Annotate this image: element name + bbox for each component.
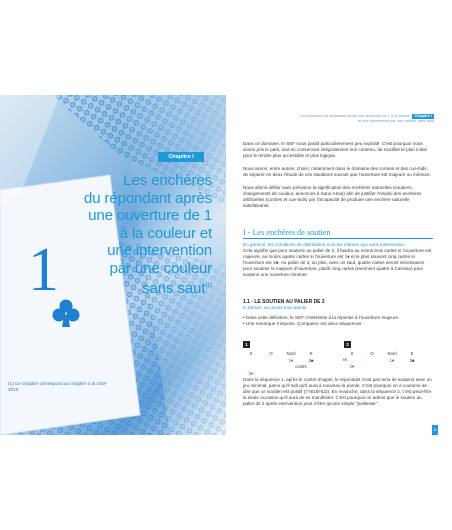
- left-page: [0, 95, 226, 435]
- title-line: [12, 278, 212, 298]
- right-page: [226, 95, 452, 435]
- title-line: Les enchères: [123, 172, 212, 189]
- subsection: [243, 299, 433, 327]
- bid: 2♥: [349, 364, 355, 369]
- bid: 1♥: [288, 357, 294, 363]
- body-text: [243, 242, 433, 279]
- conclusion-para: Dans la séquence 1, après le contre d'appel, le répondant n'est pas tenu de soutenir avec un jeu minimal, parce qu'il sait qu'il aura à nouveau la parole. C'est pourquoi on a coutume de dire que ce soutien est positif (7-8/10HLD). En revanche, dans la séquence 2, c'est peut-être la seule occasion qu'il aura de se manifester. C'est pourquoi on admet que le soutien au palier de 2 après intervention peut n'être qu'une simple "politesse".: [243, 377, 432, 407]
- et-label: et: [343, 357, 347, 362]
- bid: 2♥: [248, 370, 254, 376]
- chapter-tag: Chapitre I: [158, 152, 204, 162]
- bid: 1♥: [389, 357, 395, 363]
- sequence-number: 1: [243, 341, 250, 348]
- title-line: une intervention: [107, 242, 212, 260]
- bid-header: Nord: [387, 351, 397, 356]
- page-number: 11: [432, 425, 438, 435]
- section-rule: [243, 238, 433, 239]
- sequence-number: 2: [344, 341, 351, 348]
- footnote: (1) Ce chapitre correspond au chapitre 4 du SEF 2012: [8, 381, 108, 392]
- intro-para: Dans ce domaine, le SEF nous paraît particulièrement peu exploité. C'est pourquoi nous avons pris le parti, tout en conservant intégralement son contenu, de modifier le plan initial pour le rendre plus accessible et plus logique.: [243, 141, 427, 159]
- blue-note: En général, les conditions de distribution sont les mêmes que sans intervention.: [243, 242, 406, 247]
- bid-header: E: [410, 351, 414, 356]
- bid-contre: contre: [295, 364, 307, 369]
- bid-header: S: [249, 351, 253, 356]
- bid-row: [344, 364, 434, 371]
- book-spread: [0, 95, 452, 435]
- section-title: I - Les enchères de soutien: [243, 228, 331, 237]
- intro-para: Nous avons, entre autres, choisi, notamment dans le domaine des contres et des cue-bids, de séparer en deux l'étude de ces situations suivant que l'ouverture est majeure ou mineure.: [243, 166, 431, 178]
- bullet: • Dans cette définition, le SEF n'intéresse à la réponse à l'ouverture majeure.: [243, 315, 400, 321]
- title-line: à la couleur et: [119, 224, 212, 242]
- title-line: du répondant après: [83, 189, 212, 207]
- bid-header: O: [370, 351, 374, 356]
- subsection-note: 6-10HLD, au moins trois atouts.: [243, 305, 308, 311]
- title-last: sans saut: [142, 279, 206, 297]
- bid-header: Nord: [286, 351, 296, 356]
- bidding-sequence-2: [344, 341, 434, 371]
- bidding-sequence-1: [243, 341, 338, 377]
- bid-header: E: [309, 351, 313, 356]
- title-line: par une couleur: [109, 259, 212, 277]
- running-head-chapter: Chapitre I: [414, 114, 432, 118]
- chapter-title: [12, 172, 212, 297]
- intro-para: Nous allons définir avec précision la signification des enchères naturelles (soutiens, changements de couleur, annonces à Sans-Atout) afin de justifier l'emploi des enchères artificielles (contres et cue-bids) par l'incapacité de produire une enchère naturelle satisfaisante.: [243, 185, 422, 209]
- running-head-text: Les enchères du répondant après une ouverture de 1 à la couleur: [300, 114, 411, 118]
- running-head-text-2: et une intervention par une couleur sans saut: [358, 119, 434, 123]
- subsection-title: 1.1 - LE SOUTIEN AU PALIER DE 2: [243, 299, 325, 305]
- svg-text:1: 1: [28, 236, 59, 304]
- bid: 2♣: [409, 357, 415, 363]
- bid-header: S: [350, 351, 354, 356]
- bullet: • Une remarque s'impose. Comparez ces deux séquences :: [243, 321, 364, 327]
- bid-header: O: [269, 351, 273, 356]
- title-line: une ouverture de 1: [88, 207, 212, 225]
- title-footnote-mark: (1): [205, 282, 212, 289]
- body-para: Cela signifie que pour soutenir au palier de 2, il faudra au moins trois cartes si l'ouverture est majeure, au moins quatre cartes si l'ouverture est 1♦ et le plus souvent cinq cartes si l'ouverture est 1♣. Au palier de 3, ou plus, avec un saut, quatre cartes seront nécessaires pour soutenir la majeure d'ouverture, plutôt cinq cartes (rarement quatre à Carreau) pour soutenir une ouverture mineure.: [243, 248, 432, 278]
- running-head: [300, 114, 434, 124]
- bid: 2♣: [308, 357, 314, 363]
